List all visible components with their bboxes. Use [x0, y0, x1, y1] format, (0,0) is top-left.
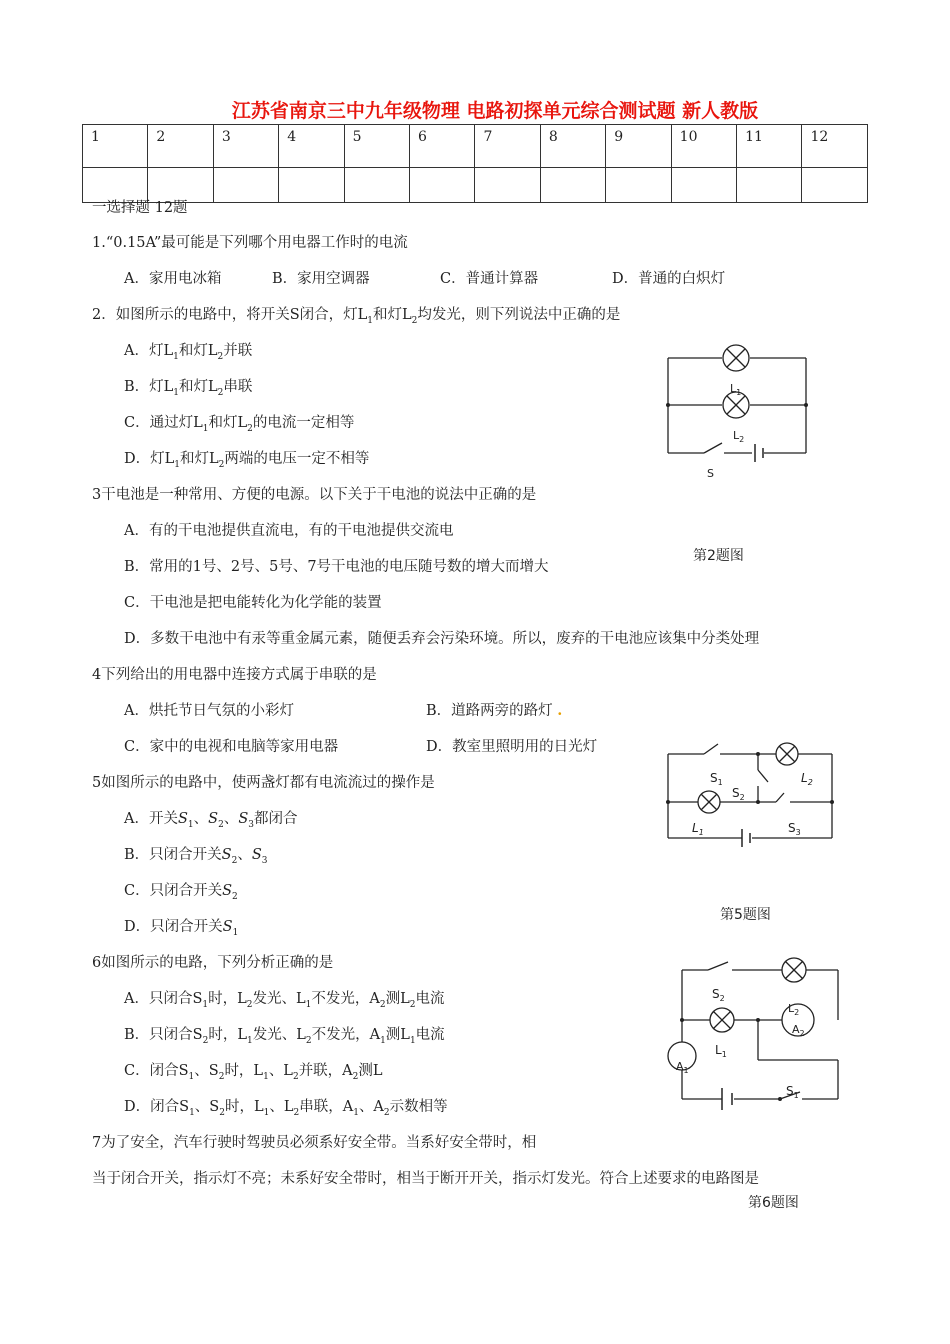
fig6-label-l1: $L_1$ [715, 1043, 727, 1059]
q1-option-a: A．家用电冰箱 [124, 271, 222, 287]
answer-number: 5 [344, 125, 409, 168]
fig5-label-s3: $S_3$ [788, 821, 801, 837]
fig6-label-s2: $S_2$ [712, 987, 725, 1003]
q3-option-a: A．有的干电池提供直流电，有的干电池提供交流电 [124, 523, 454, 539]
answer-table [82, 124, 868, 203]
question-5: 5如图所示的电路中，使两盏灯都有电流流过的操作是 [92, 775, 435, 791]
lamp-icon [776, 743, 798, 765]
q2-option-d: D．灯$L_1$和灯$L_2$两端的电压一定不相等 [124, 451, 370, 470]
section-heading: 一选择题 12题 [92, 200, 188, 216]
battery-icon [755, 444, 763, 462]
fig6-label-l2: $L_2$ [788, 1002, 800, 1017]
answer-cell-11[interactable] [737, 168, 802, 203]
q5-option-d: D．只闭合开关$S_1$ [124, 919, 239, 938]
battery-icon [722, 1088, 732, 1110]
q1-option-c: C．普通计算器 [440, 271, 539, 287]
q4-option-a: A．烘托节日气氛的小彩灯 [124, 703, 294, 719]
fig2-label-s: S [707, 467, 714, 480]
answer-number: 4 [279, 125, 344, 168]
question-7-line-2: 当于闭合开关，指示灯不亮；未系好安全带时，相当于断开开关，指示灯发光。符合上述要求的电路图是 [92, 1171, 759, 1187]
fig6-label-a2: $A_2$ [792, 1023, 805, 1038]
lamp-icon [710, 1008, 734, 1032]
answer-number: 11 [737, 125, 802, 168]
answer-cell-8[interactable] [540, 168, 605, 203]
question-4: 4下列给出的用电器中连接方式属于串联的是 [92, 667, 377, 683]
answer-cell-7[interactable] [475, 168, 540, 203]
fig6-label-a1: $A_1$ [676, 1060, 689, 1075]
fig5-label-l1: $L_1$ [692, 821, 704, 837]
lamp-icon [698, 791, 720, 813]
q2-option-a: A．灯$L_1$和灯$L_2$并联 [124, 343, 253, 362]
answer-number: 12 [802, 125, 868, 168]
answer-cell-12[interactable] [802, 168, 868, 203]
q5-option-c: C．只闭合开关$S_2$ [124, 883, 238, 902]
answer-number-row [83, 125, 868, 168]
q3-option-b: B．常用的1号、2号、5号、7号干电池的电压随号数的增大而增大 [124, 559, 549, 575]
q6-option-a: A．只闭合$S_1$时，$L_2$发光、$L_1$不发光，$A_2$测$L_2$电流 [124, 991, 445, 1010]
answer-number: 8 [540, 125, 605, 168]
answer-cell-6[interactable] [410, 168, 475, 203]
fig2-label-l1: $L_1$ [730, 382, 742, 397]
answer-cell-9[interactable] [606, 168, 671, 203]
question-1: 1.“0.15A”最可能是下列哪个用电器工作时的电流 [92, 235, 408, 251]
q5-option-b: B．只闭合开关$S_2$、$S_3$ [124, 847, 268, 866]
answer-number: 2 [148, 125, 213, 168]
q4-option-c: C．家中的电视和电脑等家用电器 [124, 739, 339, 755]
figure-6-caption: 第6题图 [748, 1195, 799, 1211]
battery-icon [742, 829, 750, 847]
q6-option-c: C．闭合$S_1$、$S_2$时，$L_1$、$L_2$并联，$A_2$测L [124, 1063, 383, 1082]
q1-option-b: B．家用空调器 [272, 271, 370, 287]
answer-number: 1 [83, 125, 148, 168]
answer-cell-3[interactable] [213, 168, 278, 203]
answer-number: 9 [606, 125, 671, 168]
lamp-icon [723, 345, 749, 371]
answer-number: 10 [671, 125, 736, 168]
q2-option-c: C．通过灯$L_1$和灯$L_2$的电流一定相等 [124, 415, 355, 434]
q3-option-d: D．多数干电池中有汞等重金属元素，随便丢弃会污染环境。所以，废弃的干电池应该集中分类处理 [124, 631, 760, 647]
answer-cell-5[interactable] [344, 168, 409, 203]
answer-cell-4[interactable] [279, 168, 344, 203]
q4-option-b: B．道路两旁的路灯 . [426, 702, 563, 719]
figure-5-caption: 第5题图 [720, 907, 771, 923]
figure-2-circuit [660, 340, 820, 485]
page-title: 江苏省南京三中九年级物理 电路初探单元综合测试题 新人教版 [231, 100, 759, 122]
q4-option-d: D．教室里照明用的日光灯 [426, 739, 598, 755]
answer-cell-10[interactable] [671, 168, 736, 203]
q1-option-d: D．普通的白炽灯 [612, 271, 726, 287]
fig2-label-l2: $L_2$ [733, 429, 745, 444]
question-6: 6如图所示的电路，下列分析正确的是 [92, 955, 334, 971]
q5-option-a: A．开关$S_1$、$S_2$、$S_3$都闭合 [124, 811, 298, 830]
fig5-label-l2: $L_2$ [801, 771, 813, 787]
lamp-icon [782, 958, 806, 982]
figure-6-circuit [660, 950, 850, 1120]
q2-option-b: B．灯$L_1$和灯$L_2$串联 [124, 379, 253, 398]
answer-number: 3 [213, 125, 278, 168]
fig5-label-s2: $S_2$ [732, 786, 745, 802]
question-2: 2．如图所示的电路中，将开关S闭合，灯$L_1$和灯$L_2$均发光，则下列说法中正确的是 [92, 307, 621, 326]
fig5-label-s1: $S_1$ [710, 771, 723, 787]
fig6-label-s1: $S_1$ [786, 1084, 799, 1100]
answer-number: 6 [410, 125, 475, 168]
figure-5-circuit [660, 738, 840, 853]
q6-option-b: B．只闭合$S_2$时，$L_1$发光、$L_2$不发光，$A_1$测$L_1$电流 [124, 1027, 445, 1046]
question-3: 3干电池是一种常用、方便的电源。以下关于干电池的说法中正确的是 [92, 487, 537, 503]
answer-blank-row [83, 168, 868, 203]
question-7-line-1: 7为了安全，汽车行驶时驾驶员必须系好安全带。当系好安全带时，相 [92, 1135, 537, 1151]
q3-option-c: C．干电池是把电能转化为化学能的装置 [124, 595, 382, 611]
q6-option-d: D．闭合$S_1$、$S_2$时，$L_1$、$L_2$串联，$A_1$、$A_2$示数相等 [124, 1099, 448, 1118]
figure-2-caption: 第2题图 [693, 548, 744, 564]
answer-number: 7 [475, 125, 540, 168]
